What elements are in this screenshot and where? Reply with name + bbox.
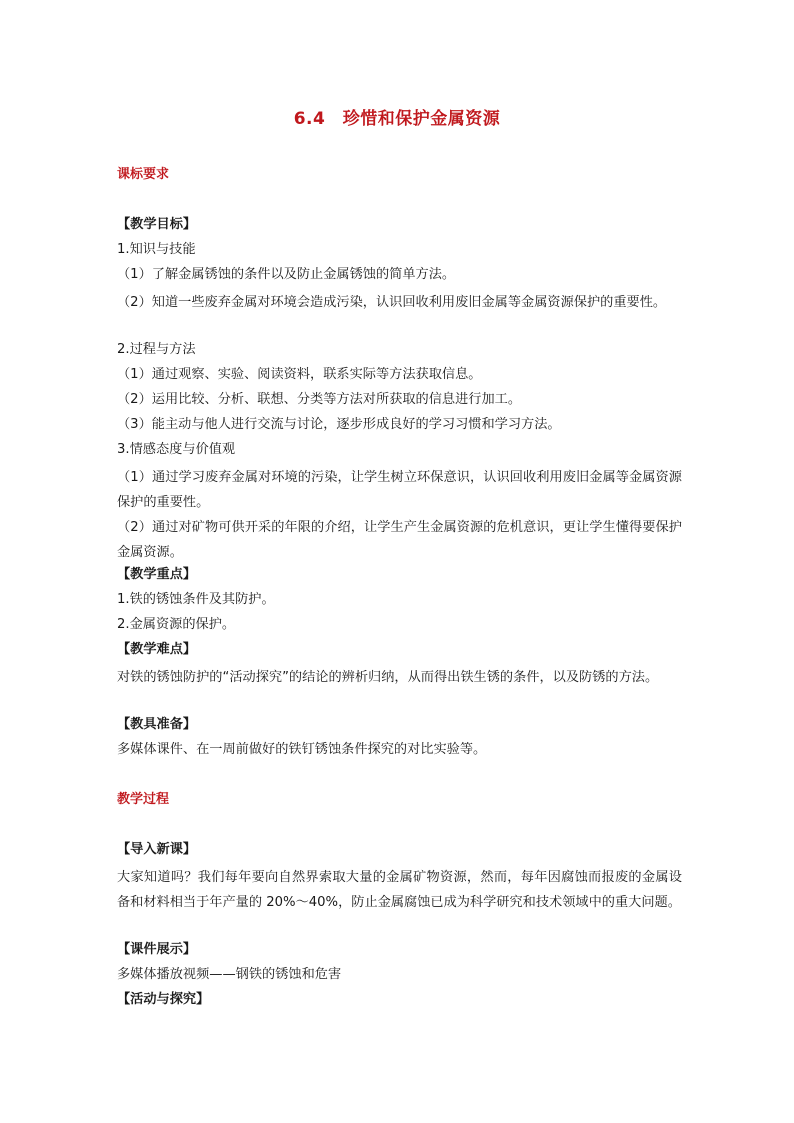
goal-3-title: 3.情感态度与价值观 (117, 442, 236, 457)
section-heading-process: 教学过程 (117, 792, 170, 807)
heading-introduction: 【导入新课】 (117, 842, 197, 857)
teaching-aids-text: 多媒体课件、在一周前做好的铁钉锈蚀条件探究的对比实验等。 (117, 742, 487, 757)
introduction-text: 大家知道吗？我们每年要向自然界索取大量的金属矿物资源，然而，每年因腐蚀而报废的金属设备和材料相当于年产量的 20%～40%，防止金属腐蚀已成为科学研究和技术领域中的重大问题。 (117, 870, 682, 910)
goal-2-item-2: （2）运用比较、分析、联想、分类等方法对所获取的信息进行加工。 (117, 392, 522, 407)
goal-1-item-2: （2）知道一些废弃金属对环境会造成污染，认识回收利用废旧金属等金属资源保护的重要性。 (117, 295, 667, 310)
goal-2-item-1: （1）通过观察、实验、阅读资料，联系实际等方法获取信息。 (117, 367, 482, 382)
goal-2-item-3: （3）能主动与他人进行交流与讨论，逐步形成良好的学习习惯和学习方法。 (117, 417, 561, 432)
heading-difficulties: 【教学难点】 (117, 642, 197, 657)
key-point-1: 1.铁的锈蚀条件及其防护。 (117, 592, 275, 607)
key-point-2: 2.金属资源的保护。 (117, 617, 236, 632)
goal-1-item-1: （1）了解金属锈蚀的条件以及防止金属锈蚀的简单方法。 (117, 267, 456, 282)
heading-teaching-aids: 【教具准备】 (117, 717, 197, 732)
heading-activity: 【活动与探究】 (117, 992, 210, 1007)
goal-2-title: 2.过程与方法 (117, 342, 196, 357)
goal-3-item-1: （1）通过学习废弃金属对环境的污染，让学生树立环保意识，认识回收利用废旧金属等金属资源保护的重要性。 (117, 470, 682, 510)
courseware-text: 多媒体播放视频——钢铁的锈蚀和危害 (117, 967, 342, 982)
heading-teaching-goals: 【教学目标】 (117, 217, 197, 232)
difficulty-text: 对铁的锈蚀防护的“活动探究”的结论的辨析归纳，从而得出铁生锈的条件，以及防锈的方法。 (117, 670, 659, 685)
page-title: 6.4 珍惜和保护金属资源 (293, 109, 501, 129)
goal-1-title: 1.知识与技能 (117, 242, 196, 257)
section-heading-curriculum: 课标要求 (117, 167, 170, 182)
goal-3-item-2: （2）通过对矿物可供开采的年限的介绍，让学生产生金属资源的危机意识，更让学生懂得要保护金属资源。 (117, 520, 682, 560)
heading-key-points: 【教学重点】 (117, 567, 197, 582)
heading-courseware: 【课件展示】 (117, 942, 197, 957)
